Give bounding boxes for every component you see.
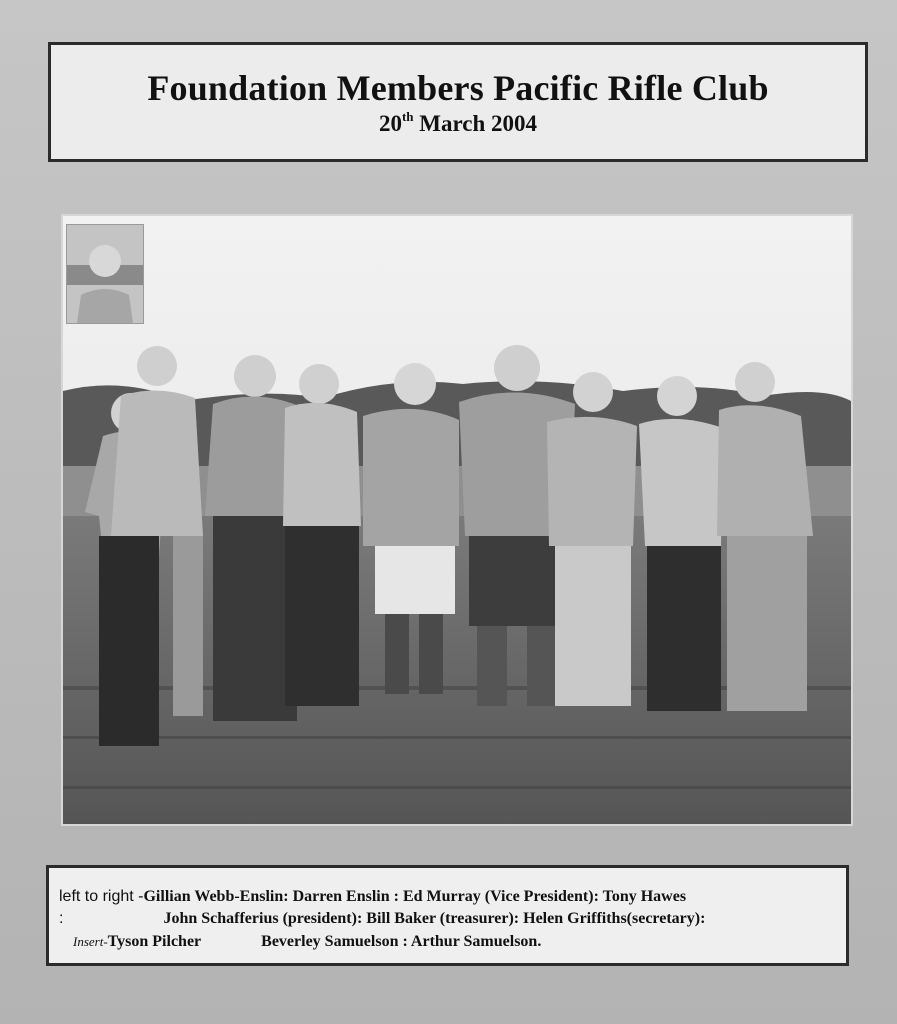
person-8	[639, 376, 723, 711]
caption-plaque	[46, 865, 849, 966]
date-day: 20	[378, 111, 402, 136]
title-plaque	[48, 42, 868, 162]
person-7	[547, 372, 637, 706]
title-heading: Foundation Members Pacific Rifle Club	[147, 68, 769, 108]
date-suffix: th	[401, 109, 414, 124]
title-date	[51, 111, 865, 137]
group-photo-illustration	[63, 216, 851, 824]
insert-label: Insert-	[73, 934, 108, 949]
person-4	[283, 364, 361, 706]
caption-colon: :	[59, 910, 64, 927]
inset-portrait-illustration	[67, 225, 143, 323]
date-month-year: March 2004	[419, 111, 538, 136]
caption-names-3: Beverley Samuelson : Arthur Samuelson.	[261, 933, 542, 950]
caption-names-1: Gillian Webb-Enslin: Darren Enslin : Ed Murray (Vice President): Tony Hawes	[143, 888, 687, 905]
caption-names-2: John Schafferius (president): Bill Baker (treasurer): Helen Griffiths(secretary):	[163, 910, 706, 927]
caption-prefix: left to right -	[59, 888, 144, 905]
group-photograph	[61, 214, 853, 826]
caption-line-3	[73, 933, 541, 951]
insert-name: Tyson Pilcher	[107, 933, 202, 950]
inset-portrait	[66, 224, 144, 324]
caption-line-1	[59, 888, 686, 906]
caption-line-2	[59, 910, 705, 928]
